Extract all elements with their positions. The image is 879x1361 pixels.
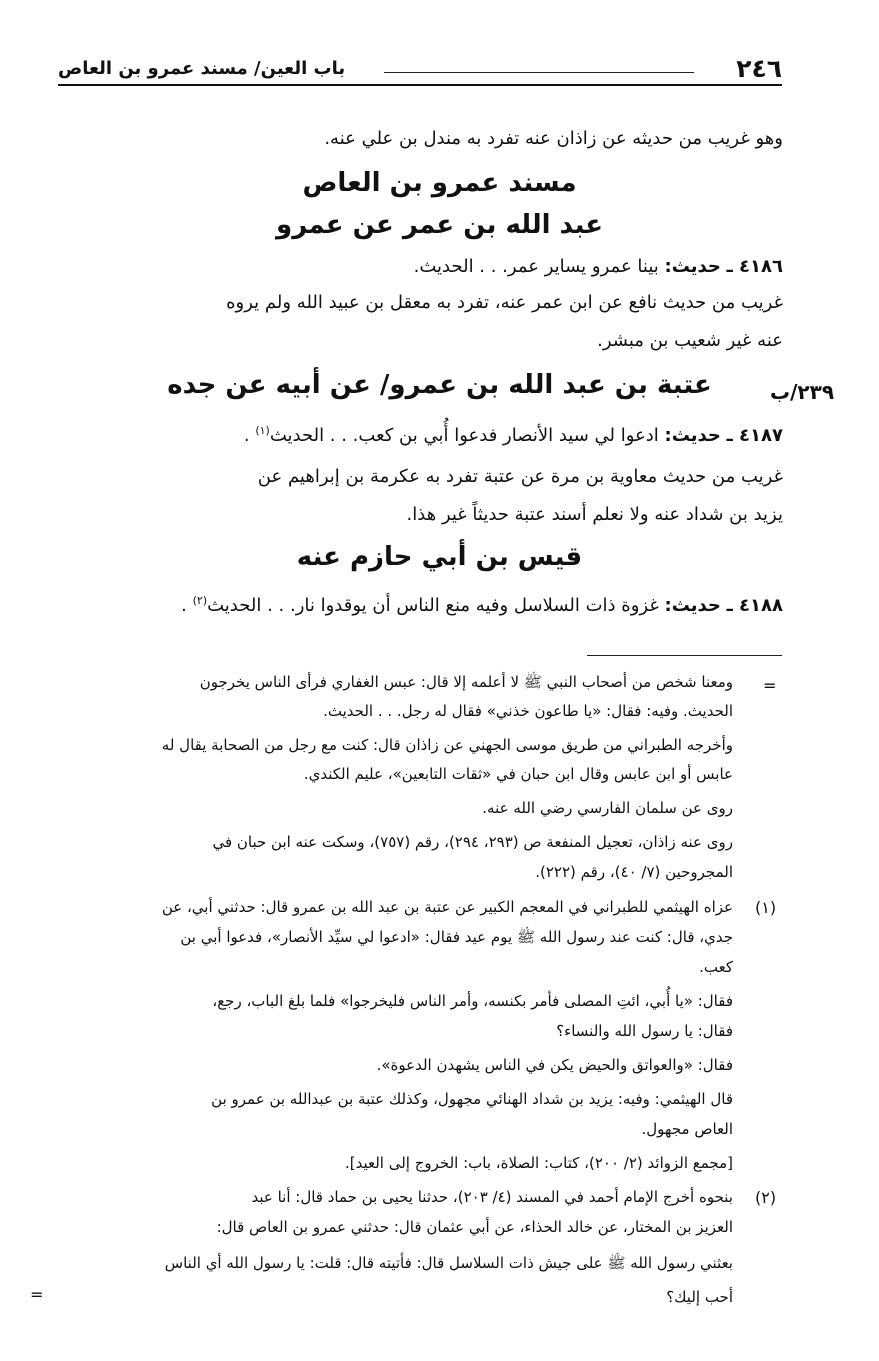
footnote-1-line: عزاه الهيثمي للطبراني في المعجم الكبير عن عتبة بن عبد الله بن عمرو قال: حدثني أبي، عن	[161, 898, 733, 916]
footnote-1-line: فقال: «والعواتق والحيض يكن في الناس يشهدن الدعوة».	[376, 1056, 733, 1074]
page-number: ٢٤٦	[736, 54, 782, 83]
hadith-text: بينا عمرو يساير عمر. . . الحديث.	[413, 256, 659, 277]
running-title: باب العين/ مسند عمرو بن العاص	[58, 58, 346, 79]
hadith-number: ٤١٨٨ ـ	[726, 595, 783, 616]
paragraph-line: غريب من حديث معاوية بن مرة عن عتبة تفرد به عكرمة بن إبراهيم عن	[257, 466, 783, 487]
continuation-marker: =	[763, 676, 777, 695]
footnote-1-line: [مجمع الزوائد (٢/ ٢٠٠)، كتاب: الصلاة، باب: الخروج إلى العيد].	[344, 1154, 733, 1172]
intro-line: وهو غريب من حديثه عن زاذان عنه تفرد به مندل بن علي عنه.	[324, 128, 783, 149]
subsection-heading-utba: عتبة بن عبد الله بن عمرو/ عن أبيه عن جده	[167, 370, 712, 400]
hadith-label: حديث:	[664, 595, 721, 616]
footnote-2-line: العزيز بن المختار، عن خالد الحذاء، عن أبي عثمان قال: حدثني عمرو بن العاص قال:	[216, 1218, 733, 1236]
footnote-line: روى عن سلمان الفارسي رضي الله عنه.	[482, 799, 733, 817]
footnote-ref-2[interactable]: (٢)	[192, 594, 208, 607]
hadith-text: غزوة ذات السلاسل وفيه منع الناس أن يوقدوا نار. . . الحديث	[207, 595, 659, 616]
footnote-2-line: أحب إليك؟	[666, 1288, 733, 1306]
hadith-number: ٤١٨٧ ـ	[726, 425, 783, 446]
hadith-number: ٤١٨٦ ـ	[726, 256, 783, 277]
footnote-1-line: جدي، قال: كنت عند رسول الله ﷺ يوم عيد فقال: «ادعوا لي سيِّد الأنصار»، فدعوا أبي بن	[180, 928, 733, 946]
footnote-1-line: فقال: «يا أُبي، ائتِ المصلى فأمر بكنسه، وأمر الناس فليخرجوا» فلما بلغ الباب، رجع،	[212, 992, 733, 1010]
margin-folio-note: ٢٣٩/ب	[770, 380, 835, 404]
footnote-2-line: بعثني رسول الله ﷺ على جيش ذات السلاسل قال: فأتيته قال: قلت: يا رسول الله أي الناس	[164, 1254, 733, 1272]
footnote-marker-1: (١)	[755, 898, 777, 917]
subsection-heading-qays: قيس بن أبي حازم عنه	[296, 542, 583, 572]
paragraph-line: يزيد بن شداد عنه ولا نعلم أسند عتبة حديثاً غير هذا.	[406, 504, 783, 525]
footnote-marker-2: (٢)	[755, 1188, 777, 1207]
footnote-line: عابس أو ابن عابس وقال ابن حبان في «ثقات التابعين»، عليم الكندي.	[303, 765, 733, 783]
header-short-rule	[384, 72, 694, 73]
hadith-4188: ٤١٨٨ ـ حديث: غزوة ذات السلاسل وفيه منع الناس أن يوقدوا نار. . . الحديث$^{(٢)}$ .	[181, 594, 783, 616]
hadith-4186	[414, 256, 783, 277]
paragraph-line: عنه غير شعيب بن مبشر.	[597, 330, 783, 351]
hadith-label: حديث:	[664, 425, 721, 446]
continuation-marker-bottom: =	[30, 1285, 44, 1304]
footnote-ref-1[interactable]: (١)	[255, 424, 270, 437]
footnote-line: الحديث. وفيه: فقال: «يا طاعون خذني» فقال له رجل. . . الحديث.	[323, 702, 733, 720]
subsection-heading-abdullah: عبد الله بن عمر عن عمرو	[276, 210, 603, 240]
page-header	[58, 46, 782, 86]
footnote-line: روى عنه زاذان، تعجيل المنفعة ص (٢٩٣، ٢٩٤)، رقم (٧٥٧)، وسكت عنه ابن حبان في	[212, 833, 733, 851]
footnote-line: وأخرجه الطبراني من طريق موسى الجهني عن زاذان قال: كنت مع رجل من الصحابة يقال له	[161, 736, 733, 754]
footnote-1-line: قال الهيثمي: وفيه: يزيد بن شداد الهنائي مجهول، وكذلك عتبة بن عبدالله بن عمرو بن	[211, 1090, 733, 1108]
paragraph-line: غريب من حديث نافع عن ابن عمر عنه، تفرد به معقل بن عبيد الله ولم يروه	[226, 292, 783, 313]
footnote-1-line: العاص مجهول.	[641, 1120, 733, 1138]
section-heading-musnad-amr: مسند عمرو بن العاص	[302, 168, 577, 198]
footnote-separator	[587, 655, 782, 656]
footnote-line: المجروحين (٧/ ٤٠)، رقم (٢٢٢).	[535, 863, 733, 881]
hadith-4187: ٤١٨٧ ـ حديث: ادعوا لي سيد الأنصار فدعوا أُبي بن كعب. . . الحديث$^{(١)}$ .	[243, 424, 783, 446]
footnote-line: ومعنا شخص من أصحاب النبي ﷺ لا أعلمه إلا قال: عبس الغفاري فرأى الناس يخرجون	[199, 673, 733, 691]
footnote-2-line: بنحوه أخرج الإمام أحمد في المسند (٤/ ٢٠٣)، حدثنا يحيى بن حماد قال: أنا عبد	[251, 1188, 733, 1206]
header-rule	[58, 84, 782, 86]
hadith-text: ادعوا لي سيد الأنصار فدعوا أُبي بن كعب. . . الحديث	[269, 425, 659, 446]
footnote-1-line: فقال: يا رسول الله والنساء؟	[556, 1022, 733, 1040]
hadith-label: حديث:	[664, 256, 721, 277]
footnote-1-line: كعب.	[699, 958, 733, 976]
